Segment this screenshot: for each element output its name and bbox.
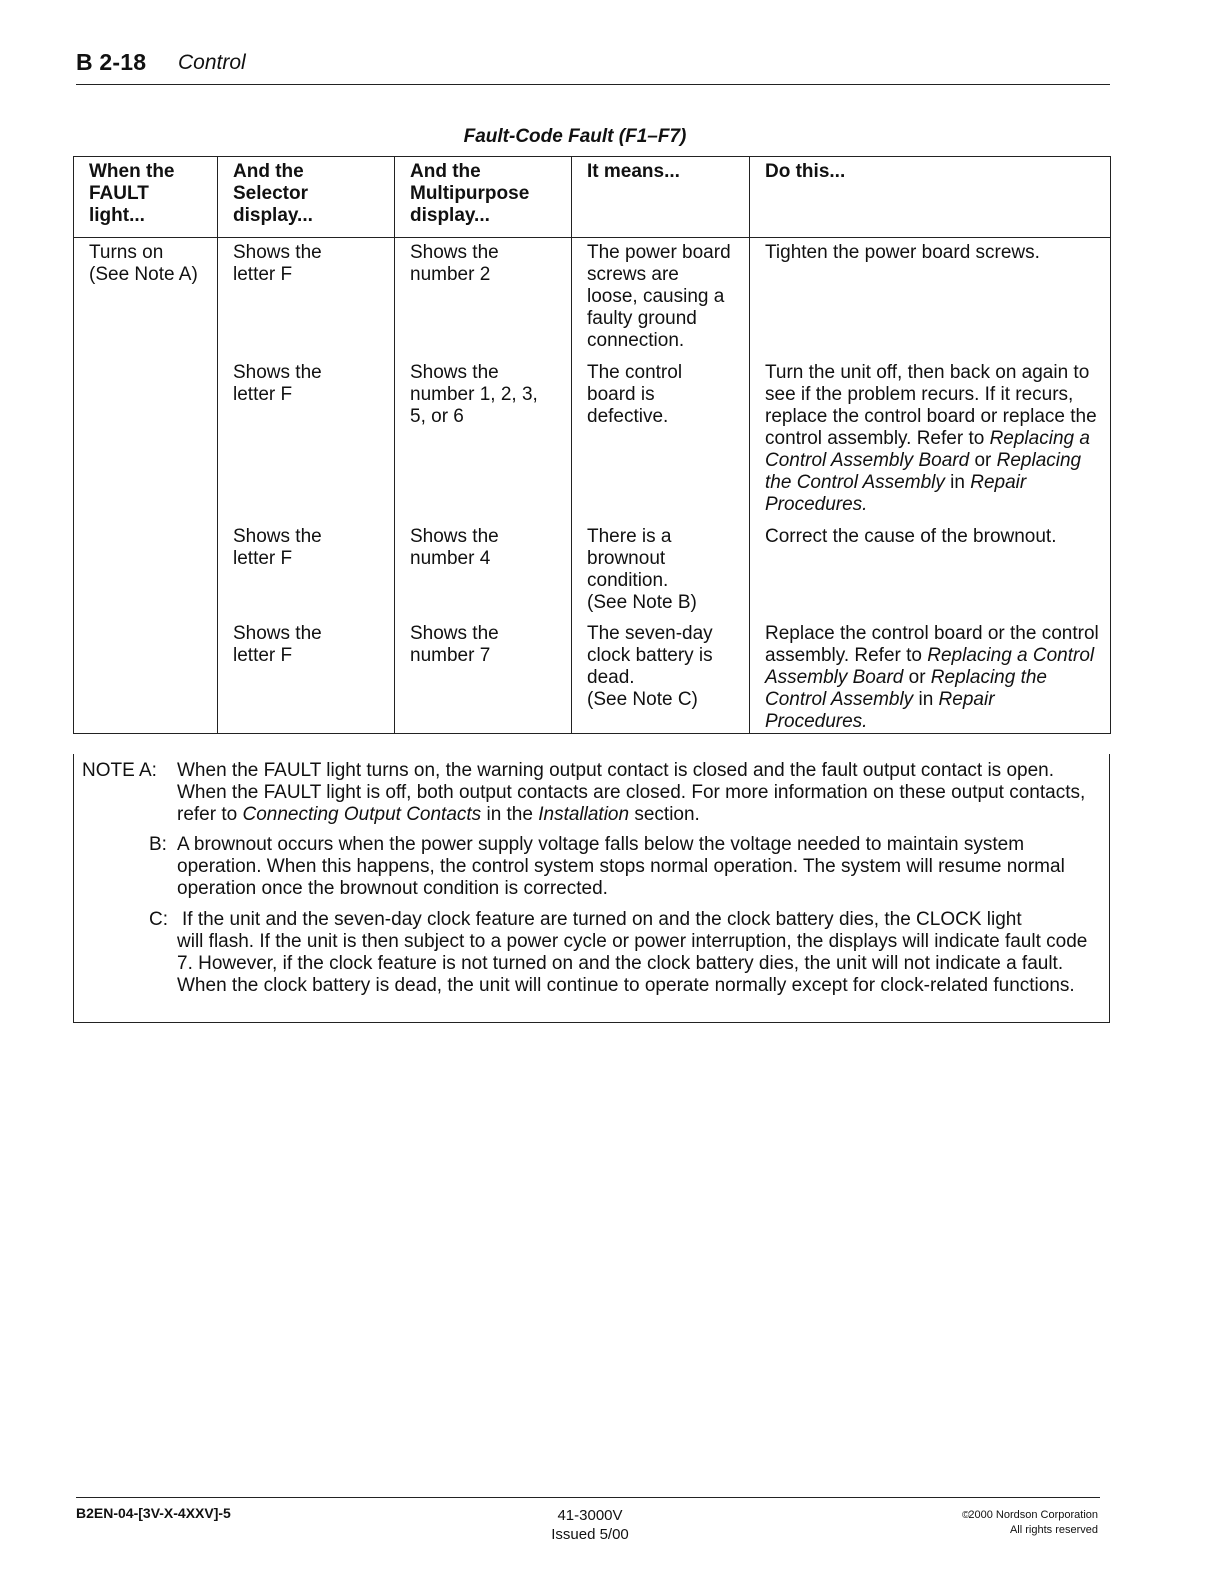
fault-code-table	[73, 156, 1111, 734]
cell-multipurpose: Shows the number 1, 2, 3, 5, or 6	[395, 358, 572, 522]
cell-multipurpose: Shows the number 2	[395, 238, 572, 359]
table-header-row	[74, 157, 1111, 238]
footer-rule	[76, 1497, 1100, 1498]
cell-multipurpose: Shows the number 4	[395, 522, 572, 619]
cell-fault-light	[74, 619, 218, 734]
cell-selector: Shows the letter F	[218, 358, 395, 522]
reference-title: Repair Procedures.	[765, 472, 1027, 515]
section-number: B 2-18	[76, 49, 147, 75]
reference-title: Replacing a Control Assembly Board	[765, 645, 1095, 688]
table-title: Fault-Code Fault (F1–F7)	[463, 126, 687, 147]
note-a-text: When the FAULT light turns on, the warning output contact is closed and the fault output contact is open. When the FAULT light is off, both output contacts are closed. For more information on these output contacts, refer to Connecting Output Contacts in the Installation section.	[177, 760, 1086, 825]
table-row	[74, 238, 1111, 359]
footer-part-number: 41-3000V	[557, 1507, 623, 1524]
notes-box	[73, 754, 1110, 1023]
header-do-this: Do this...	[750, 157, 1111, 238]
cell-multipurpose: Shows the number 7	[395, 619, 572, 734]
reference-title: Replacing the Control Assembly	[765, 450, 1082, 493]
note-c-text: will flash. If the unit is then subject to a power cycle or power interruption, the displays will indicate fault code 7. However, if the clock feature is not turned on and the clock battery dies, the unit will not indicate a fault. When the clock battery is dead, the unit will continue to operate normally except for clock-related functions.	[177, 931, 1088, 996]
header-selector-display: And the Selector display...	[218, 157, 395, 238]
header-it-means: It means...	[572, 157, 750, 238]
footer-copyright	[880, 1508, 1098, 1537]
reference-title: Replacing a Control Assembly Board	[765, 428, 1090, 471]
cell-fault-light	[74, 522, 218, 619]
cell-action: Tighten the power board screws.	[750, 238, 1111, 359]
header-fault-light: When the FAULT light...	[74, 157, 218, 238]
table-row	[74, 619, 1111, 734]
cell-means: The control board is defective.	[572, 358, 750, 522]
cell-action: Correct the cause of the brownout.	[750, 522, 1111, 619]
cell-selector: Shows the letter F	[218, 238, 395, 359]
cell-action: Replace the control board or the control assembly. Refer to Replacing a Control Assembly Board or Replacing the Control Assembly in Repair Procedures.	[750, 619, 1111, 734]
table-row	[74, 522, 1111, 619]
note-c-label: C:	[149, 909, 168, 930]
cell-selector: Shows the letter F	[218, 522, 395, 619]
note-c-first-line: If the unit and the seven-day clock feature are turned on and the clock battery dies, the CLOCK light	[182, 909, 1022, 930]
copyright-icon: ©	[961, 1510, 969, 1521]
reference-title: Repair Procedures.	[765, 689, 995, 732]
cell-means: The seven-day clock battery is dead. (See Note C)	[572, 619, 750, 734]
table-row	[74, 358, 1111, 522]
header-multipurpose-display: And the Multipurpose display...	[395, 157, 572, 238]
rights-text: All rights reserved	[1009, 1524, 1098, 1536]
cell-action: Turn the unit off, then back on again to see if the problem recurs. If it recurs, replace the control board or replace the control assembly. Refer to Replacing a Control Assembly Board or Replacing the Control Assembly in Repair Procedures.	[750, 358, 1111, 522]
copyright-text: 2000 Nordson Corporation	[968, 1509, 1098, 1521]
note-b-text: A brownout occurs when the power supply voltage falls below the voltage needed to maintain system operation. When this happens, the control system stops normal operation. The system will resume normal operation once the brownout condition is corrected.	[177, 834, 1065, 899]
cell-fault-light: Turns on (See Note A)	[74, 238, 218, 359]
reference-title: Replacing the Control Assembly	[765, 667, 1047, 710]
cell-fault-light	[74, 358, 218, 522]
note-a-label: NOTE A:	[82, 760, 157, 781]
footer-doc-id: B2EN-04-[3V-X-4XXV]-5	[76, 1505, 231, 1521]
cell-means: The power board screws are loose, causing a faulty ground connection.	[572, 238, 750, 359]
note-b-label: B:	[149, 834, 167, 855]
footer-part-info	[520, 1506, 660, 1544]
section-title: Control	[178, 51, 246, 74]
page-header	[76, 48, 1110, 85]
cell-selector: Shows the letter F	[218, 619, 395, 734]
footer-issued: Issued 5/00	[551, 1526, 629, 1543]
cell-means: There is a brownout condition. (See Note B)	[572, 522, 750, 619]
